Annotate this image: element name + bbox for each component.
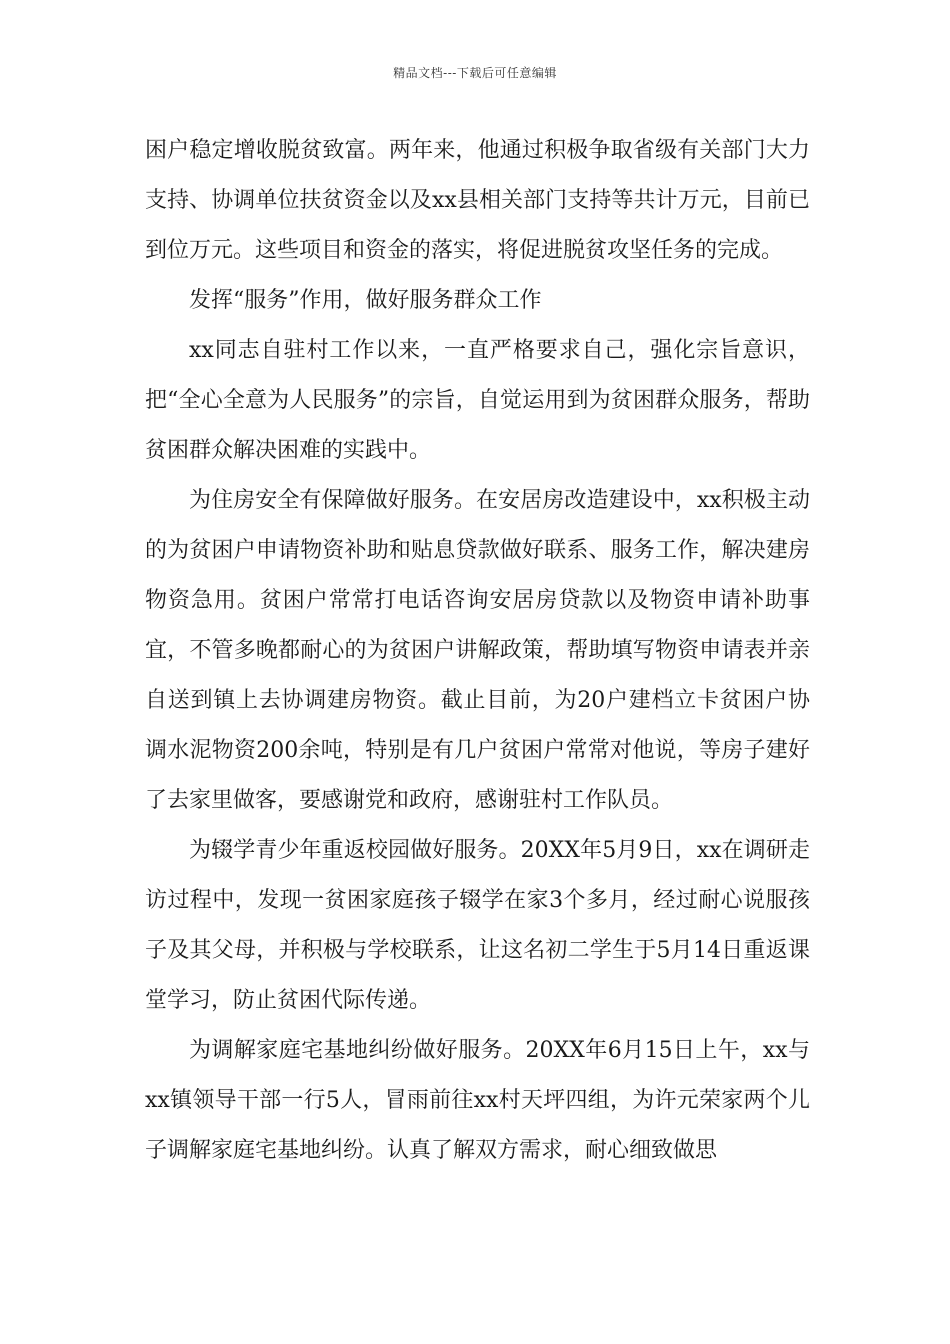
paragraph: xx同志自驻村工作以来，一直严格要求自己，强化宗旨意识，把“全心全意为人民服务”的宗旨，自觉运用到为贫困群众服务，帮助贫困群众解决困难的实践中。: [145, 338, 810, 463]
page-header: 精品文档---下载后可任意编辑: [393, 66, 557, 80]
paragraph: 为住房安全有保障做好服务。在安居房改造建设中，xx积极主动的为贫困户申请物资补助和贴息贷款做好联系、服务工作，解决建房物资急用。贫困户常常打电话咨询安居房贷款以及物资申请补助事宜，不管多晚都耐心的为贫困户讲解政策，帮助填写物资申请表并亲自送到镇上去协调建房物资。截止目前，为20户建档立卡贫困户协调水泥物资200余吨，特别是有几户贫困户常常对他说，等房子建好了去家里做客，要感谢党和政府，感谢驻村工作队员。: [145, 488, 810, 813]
document-body: [145, 126, 810, 1176]
paragraph: 为辍学青少年重返校园做好服务。20XX年5月9日，xx在调研走访过程中，发现一贫困家庭孩子辍学在家3个多月，经过耐心说服孩子及其父母，并积极与学校联系，让这名初二学生于5月14日重返课堂学习，防止贫困代际传递。: [145, 838, 810, 1013]
paragraph: 为调解家庭宅基地纠纷做好服务。20XX年6月15日上午，xx与xx镇领导干部一行5人，冒雨前往xx村天坪四组，为许元荣家两个儿子调解家庭宅基地纠纷。认真了解双方需求，耐心细致做思: [145, 1038, 810, 1163]
section-heading: 发挥“服务”作用，做好服务群众工作: [189, 288, 542, 313]
paragraph-continuation: 困户稳定增收脱贫致富。两年来，他通过积极争取省级有关部门大力支持、协调单位扶贫资金以及xx县相关部门支持等共计万元，目前已到位万元。这些项目和资金的落实，将促进脱贫攻坚任务的完成。: [145, 138, 810, 263]
